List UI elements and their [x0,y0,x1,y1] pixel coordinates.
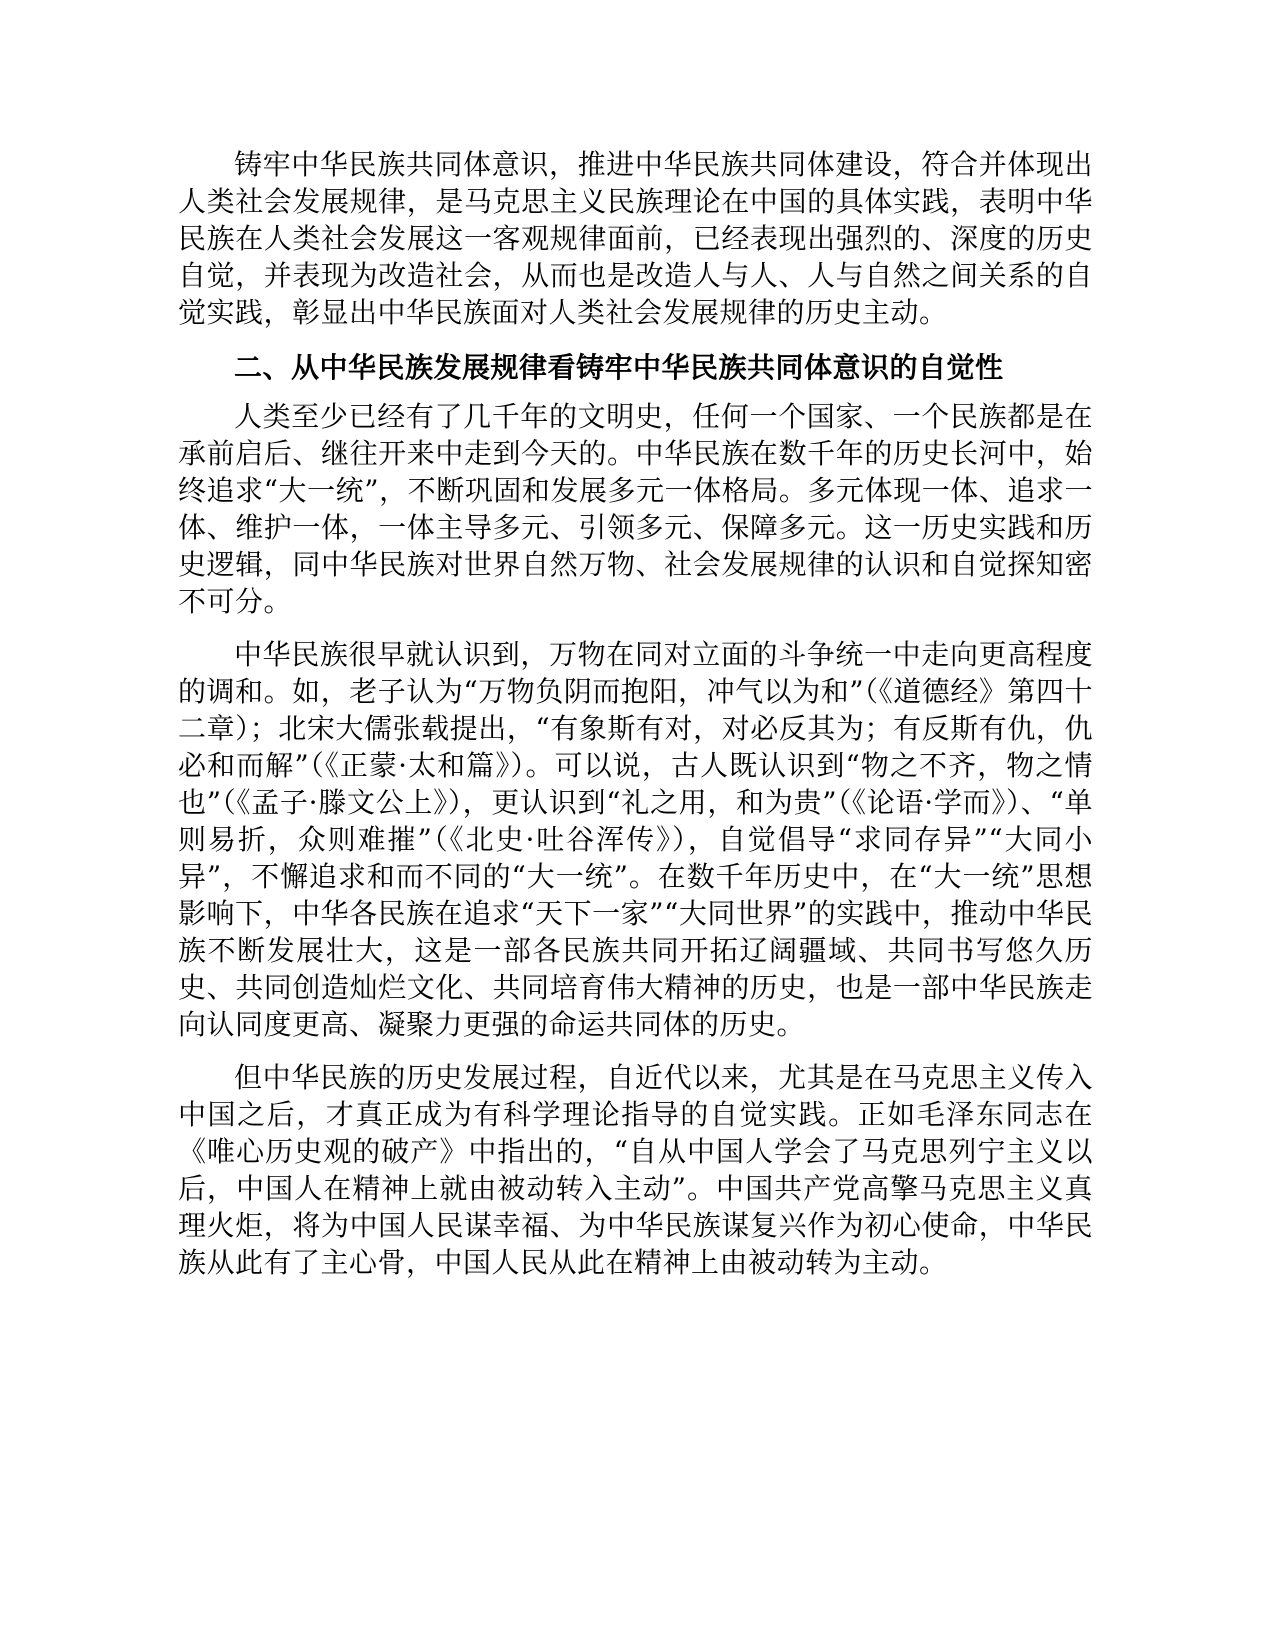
section-heading: 二、从中华民族发展规律看铸牢中华民族共同体意识的自觉性 [234,351,1004,384]
paragraph-marxism-conscious-practice: 但中华民族的历史发展过程，自近代以来，尤其是在马克思主义传入中国之后，才真正成为有科学理论指导的自觉实践。正如毛泽东同志在《唯心历史观的破产》中指出的，“自从中国人学会了马克思列宁主义以后，中国人在精神上就由被动转入主动”。中国共产党高擎马克思主义真理火炬，将为中国人民谋幸福、为中华民族谋复兴作为初心使命，中华民族从此有了主心骨，中国人民从此在精神上由被动转为主动。 [178,1061,1093,1279]
paragraph-harmony-unity: 中华民族很早就认识到，万物在同对立面的斗争统一中走向更高程度的调和。如，老子认为“万物负阴而抱阳，冲气以为和”（《道德经》第四十二章）；北宋大儒张载提出，“有象斯有对，对必反其为；有反斯有仇，仇必和而解”（《正蒙·太和篇》）。可以说，古人既认识到“物之不齐，物之情也”（《孟子·滕文公上》），更认识到“礼之用，和为贵”（《论语·学而》）、“单则易折，众则难摧”（《北史·吐谷浑传》），自觉倡导“求同存异”“大同小异”，不懈追求和而不同的“大一统”。在数千年历史中，在“大一统”思想影响下，中华各民族在追求“天下一家”“大同世界”的实践中，推动中华民族不断发展壮大，这是一部各民族共同开拓辽阔疆域、共同书写悠久历史、共同创造灿烂文化、共同培育伟大精神的历史，也是一部中华民族走向认同度更高、凝聚力更强的命运共同体的历史。 [178,638,1093,1041]
paragraph-civilization-history: 人类至少已经有了几千年的文明史，任何一个国家、一个民族都是在承前启后、继往开来中走到今天的。中华民族在数千年的历史长河中，始终追求“大一统”，不断巩固和发展多元一体格局。多元体现一体、追求一体、维护一体，一体主导多元、引领多元、保障多元。这一历史实践和历史逻辑，同中华民族对世界自然万物、社会发展规律的认识和自觉探知密不可分。 [178,400,1093,618]
paragraph-social-development-law: 铸牢中华民族共同体意识，推进中华民族共同体建设，符合并体现出人类社会发展规律，是马克思主义民族理论在中国的具体实践，表明中华民族在人类社会发展这一客观规律面前，已经表现出强烈的、深度的历史自觉，并表现为改造社会，从而也是改造人与人、人与自然之间关系的自觉实践，彰显出中华民族面对人类社会发展规律的历史主动。 [178,148,1093,329]
document-page [178,146,1093,1281]
